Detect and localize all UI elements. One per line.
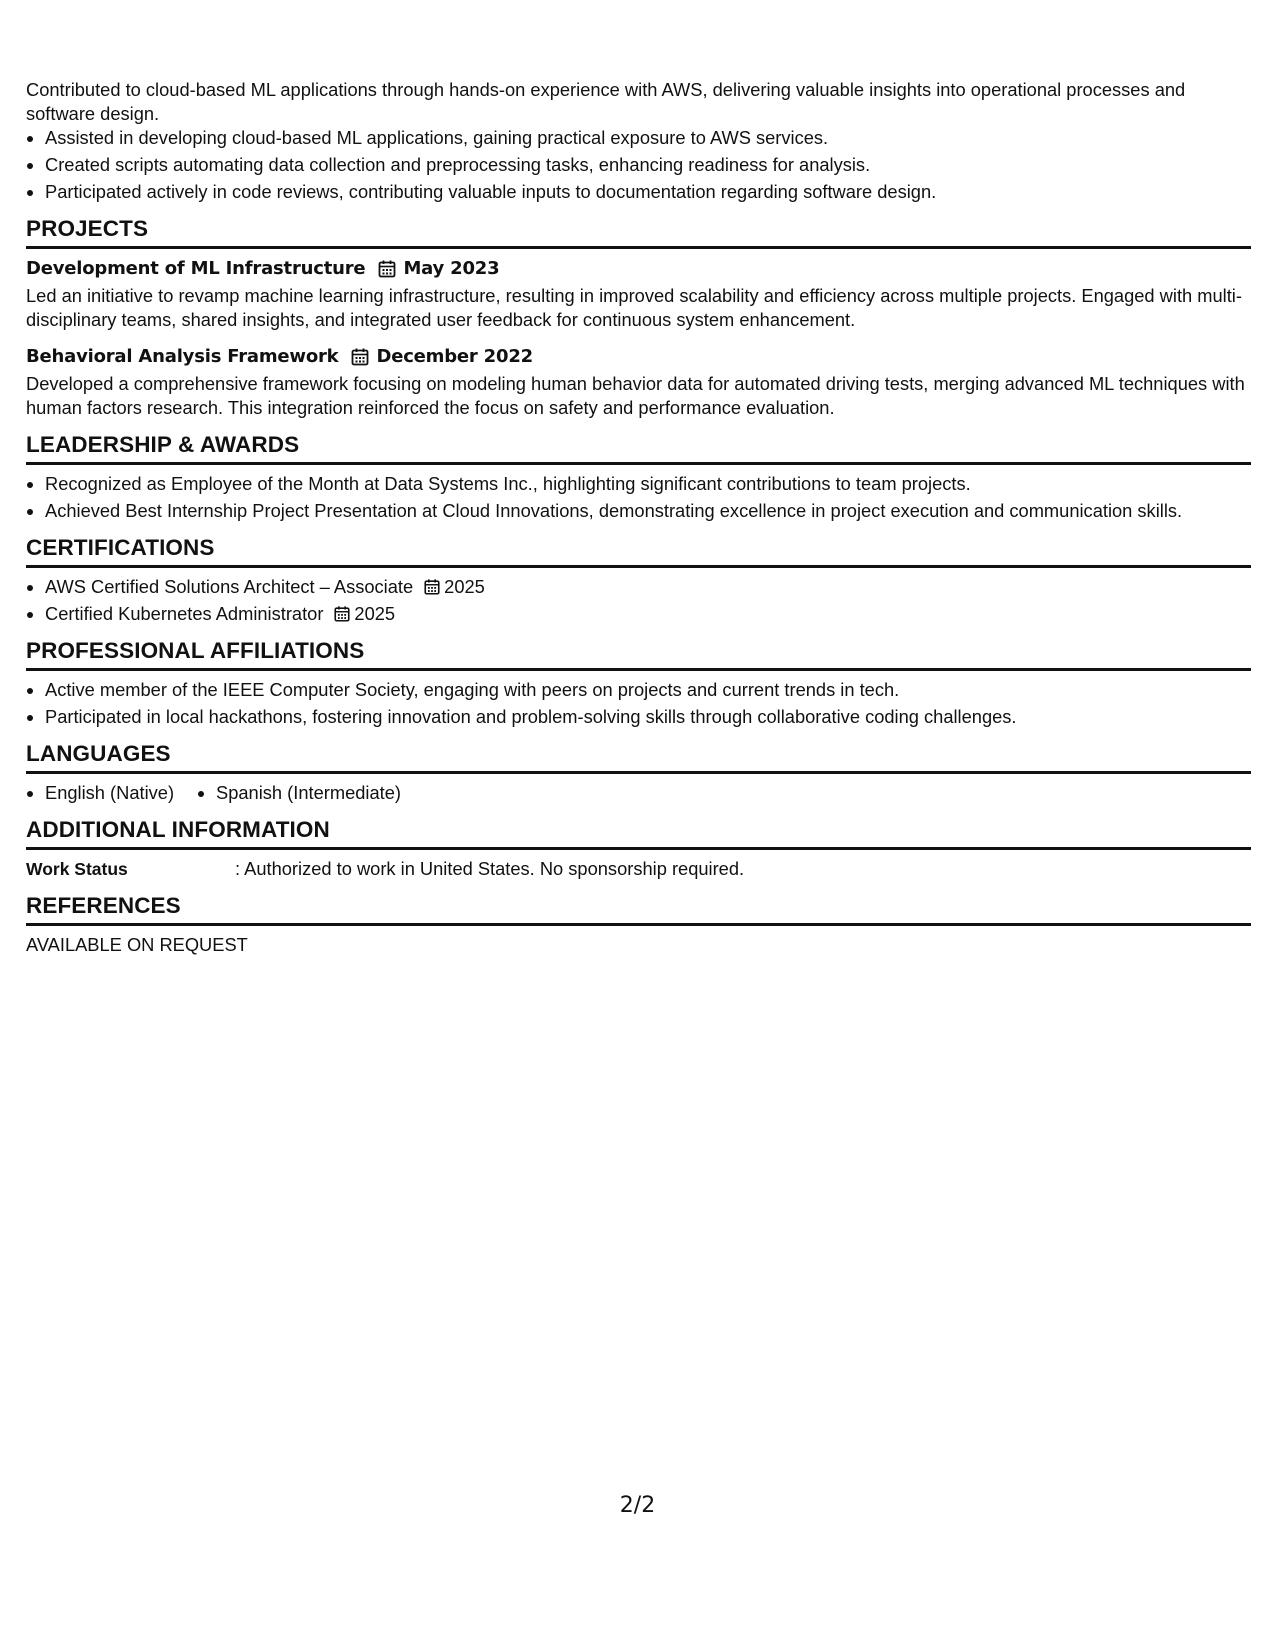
section-title: PROFESSIONAL AFFILIATIONS (26, 636, 1251, 671)
page-number: 2/2 (619, 1493, 656, 1518)
calendar-icon (377, 259, 397, 279)
additional-information-section (26, 815, 1251, 881)
list-item: • Created scripts automating data collection and preprocessing tasks, enhancing readiness for analysis. (45, 153, 1251, 177)
certification-year: 2025 (444, 576, 485, 597)
project-entry (26, 344, 1251, 420)
project-name: Development of ML Infrastructure (26, 258, 366, 279)
languages-section (26, 739, 1251, 805)
project-date: May 2023 (403, 258, 500, 279)
experience-continuation (26, 78, 1251, 204)
section-title: CERTIFICATIONS (26, 533, 1251, 568)
section-title: REFERENCES (26, 891, 1251, 926)
references-section (26, 891, 1251, 957)
list-item: • English (Native) (45, 781, 174, 805)
leadership-awards-section (26, 430, 1251, 523)
list-item (45, 602, 1251, 626)
section-title: ADDITIONAL INFORMATION (26, 815, 1251, 850)
awards-list (26, 472, 1251, 523)
work-status-row (26, 857, 1251, 881)
work-status-value: : Authorized to work in United States. No sponsorship required. (235, 858, 745, 879)
project-description: Led an initiative to revamp machine learning infrastructure, resulting in improved scalability and efficiency across multiple projects. Engaged with multi-disciplinary teams, shared insights, and integrated user feedback for continuous system enhancement. (26, 285, 1242, 330)
references-text: AVAILABLE ON REQUEST (26, 934, 248, 955)
certification-name: Certified Kubernetes Administrator (45, 603, 324, 624)
certifications-list (26, 575, 1251, 626)
affiliations-section (26, 636, 1251, 729)
experience-summary: Contributed to cloud-based ML applications through hands-on experience with AWS, delivering valuable insights into operational processes and software design. (26, 79, 1186, 124)
project-date: December 2022 (376, 346, 533, 367)
list-item: • Recognized as Employee of the Month at Data Systems Inc., highlighting significant contributions to team projects. (45, 472, 1251, 496)
resume-page (26, 78, 1251, 957)
calendar-icon (333, 605, 351, 623)
calendar-icon (350, 347, 370, 367)
project-entry (26, 256, 1251, 332)
work-status-label: Work Status (26, 859, 128, 879)
project-description: Developed a comprehensive framework focusing on modeling human behavior data for automated driving tests, merging advanced ML techniques with human factors research. This integration reinforced the focus on safety and performance evaluation. (26, 373, 1245, 418)
list-item: • Spanish (Intermediate) (216, 781, 401, 805)
section-title: PROJECTS (26, 214, 1251, 249)
project-header (26, 344, 1251, 370)
certification-name: AWS Certified Solutions Architect – Associate (45, 576, 414, 597)
list-item: • Achieved Best Internship Project Presentation at Cloud Innovations, demonstrating excellence in project execution and communication skills. (45, 499, 1251, 523)
languages-list (26, 781, 1251, 805)
section-title: LEADERSHIP & AWARDS (26, 430, 1251, 465)
section-title: LANGUAGES (26, 739, 1251, 774)
projects-section (26, 214, 1251, 420)
list-item: • Participated in local hackathons, fostering innovation and problem-solving skills through collaborative coding challenges. (45, 705, 1251, 729)
project-name: Behavioral Analysis Framework (26, 346, 339, 367)
certification-year: 2025 (354, 603, 396, 624)
project-header (26, 256, 1251, 282)
list-item: • Participated actively in code reviews, contributing valuable inputs to documentation regarding software design. (45, 180, 1251, 204)
calendar-icon (423, 578, 441, 596)
list-item: • Active member of the IEEE Computer Society, engaging with peers on projects and current trends in tech. (45, 678, 1251, 702)
list-item: • Assisted in developing cloud-based ML applications, gaining practical exposure to AWS services. (45, 126, 1251, 150)
certifications-section (26, 533, 1251, 626)
experience-bullets (26, 126, 1251, 204)
affiliations-list (26, 678, 1251, 729)
list-item (45, 575, 1251, 599)
